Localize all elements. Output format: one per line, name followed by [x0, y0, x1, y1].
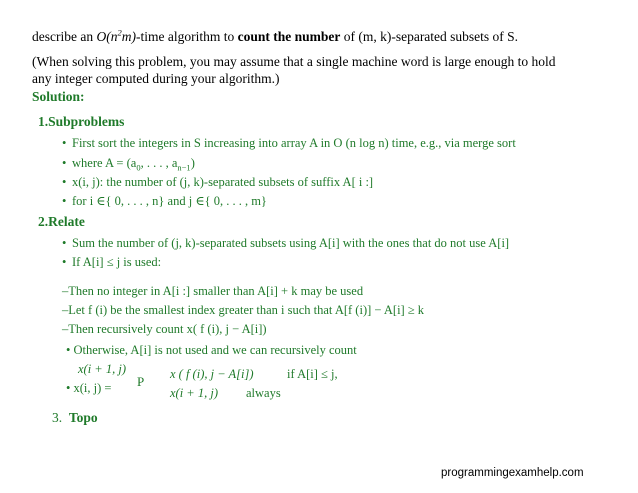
formula-case1-cond: if A[i] ≤ j,	[287, 367, 338, 381]
intro-mid: -time algorithm to	[135, 29, 238, 44]
solution-label: Solution:	[32, 89, 85, 104]
bullet-sum: • Sum the number of (j, k)-separated subsets using A[i] with the ones that do not use A[i]	[62, 236, 510, 250]
bullet-otherwise: • Otherwise, A[i] is not used and we can recursively count	[66, 343, 357, 357]
section-heading-topo: 3. Topo	[52, 410, 98, 425]
section-heading-subproblems: 1.Subproblems	[38, 114, 125, 129]
formula-lhs: • x(i, j) =	[66, 381, 112, 395]
intro-complexity: $O(n^2m)$	[96, 27, 136, 44]
formula-sigma: P	[137, 374, 145, 389]
intro-prefix: describe an	[32, 29, 97, 44]
bullet-if-used: • If A[i] ≤ j is used:	[62, 255, 162, 269]
bullet-sort: • First sort the integers in S increasing into array A in O (n log n) time, e.g., via merge sort	[62, 136, 516, 150]
intro-line-3: any integer computed during your algorithm.)	[32, 71, 280, 86]
formula-case2-expr: x(i + 1, j)	[170, 386, 219, 400]
dash-then-recurse: –Then recursively count x( f (i), j − A[i])	[62, 322, 267, 336]
intro-bold-phrase: count the number	[237, 29, 341, 44]
section-heading-relate: 2.Relate	[38, 214, 85, 229]
formula-case2-cond: always	[246, 386, 281, 400]
dash-let-f: –Let f (i) be the smallest index greater than i such that A[f (i)] − A[i] ≥ k	[62, 303, 425, 317]
bullet-where: • where $A = (a_0$, . . . , $a_{n-1}$)	[62, 156, 195, 173]
intro-rest: of (m, k)-separated subsets of S.	[340, 29, 519, 44]
footer-watermark: programmingexamhelp.com	[441, 467, 584, 479]
intro-line-1	[32, 27, 519, 45]
formula-top-left: x(i + 1, j)	[78, 362, 127, 376]
formula-case1-expr: x ( f (i), j − A[i])	[170, 367, 254, 381]
dash-then-no: –Then no integer in A[i :] smaller than A[i] + k may be used	[62, 284, 364, 298]
bullet-x-def: • x(i, j): the number of (j, k)-separated subsets of suffix A[ i :]	[62, 175, 374, 189]
intro-line-2: (When solving this problem, you may assume that a single machine word is large enough to hold	[32, 54, 556, 69]
bullet-range: • for i ∈{ 0, . . . , n} and j ∈{ 0, . . . , m}	[62, 194, 267, 208]
